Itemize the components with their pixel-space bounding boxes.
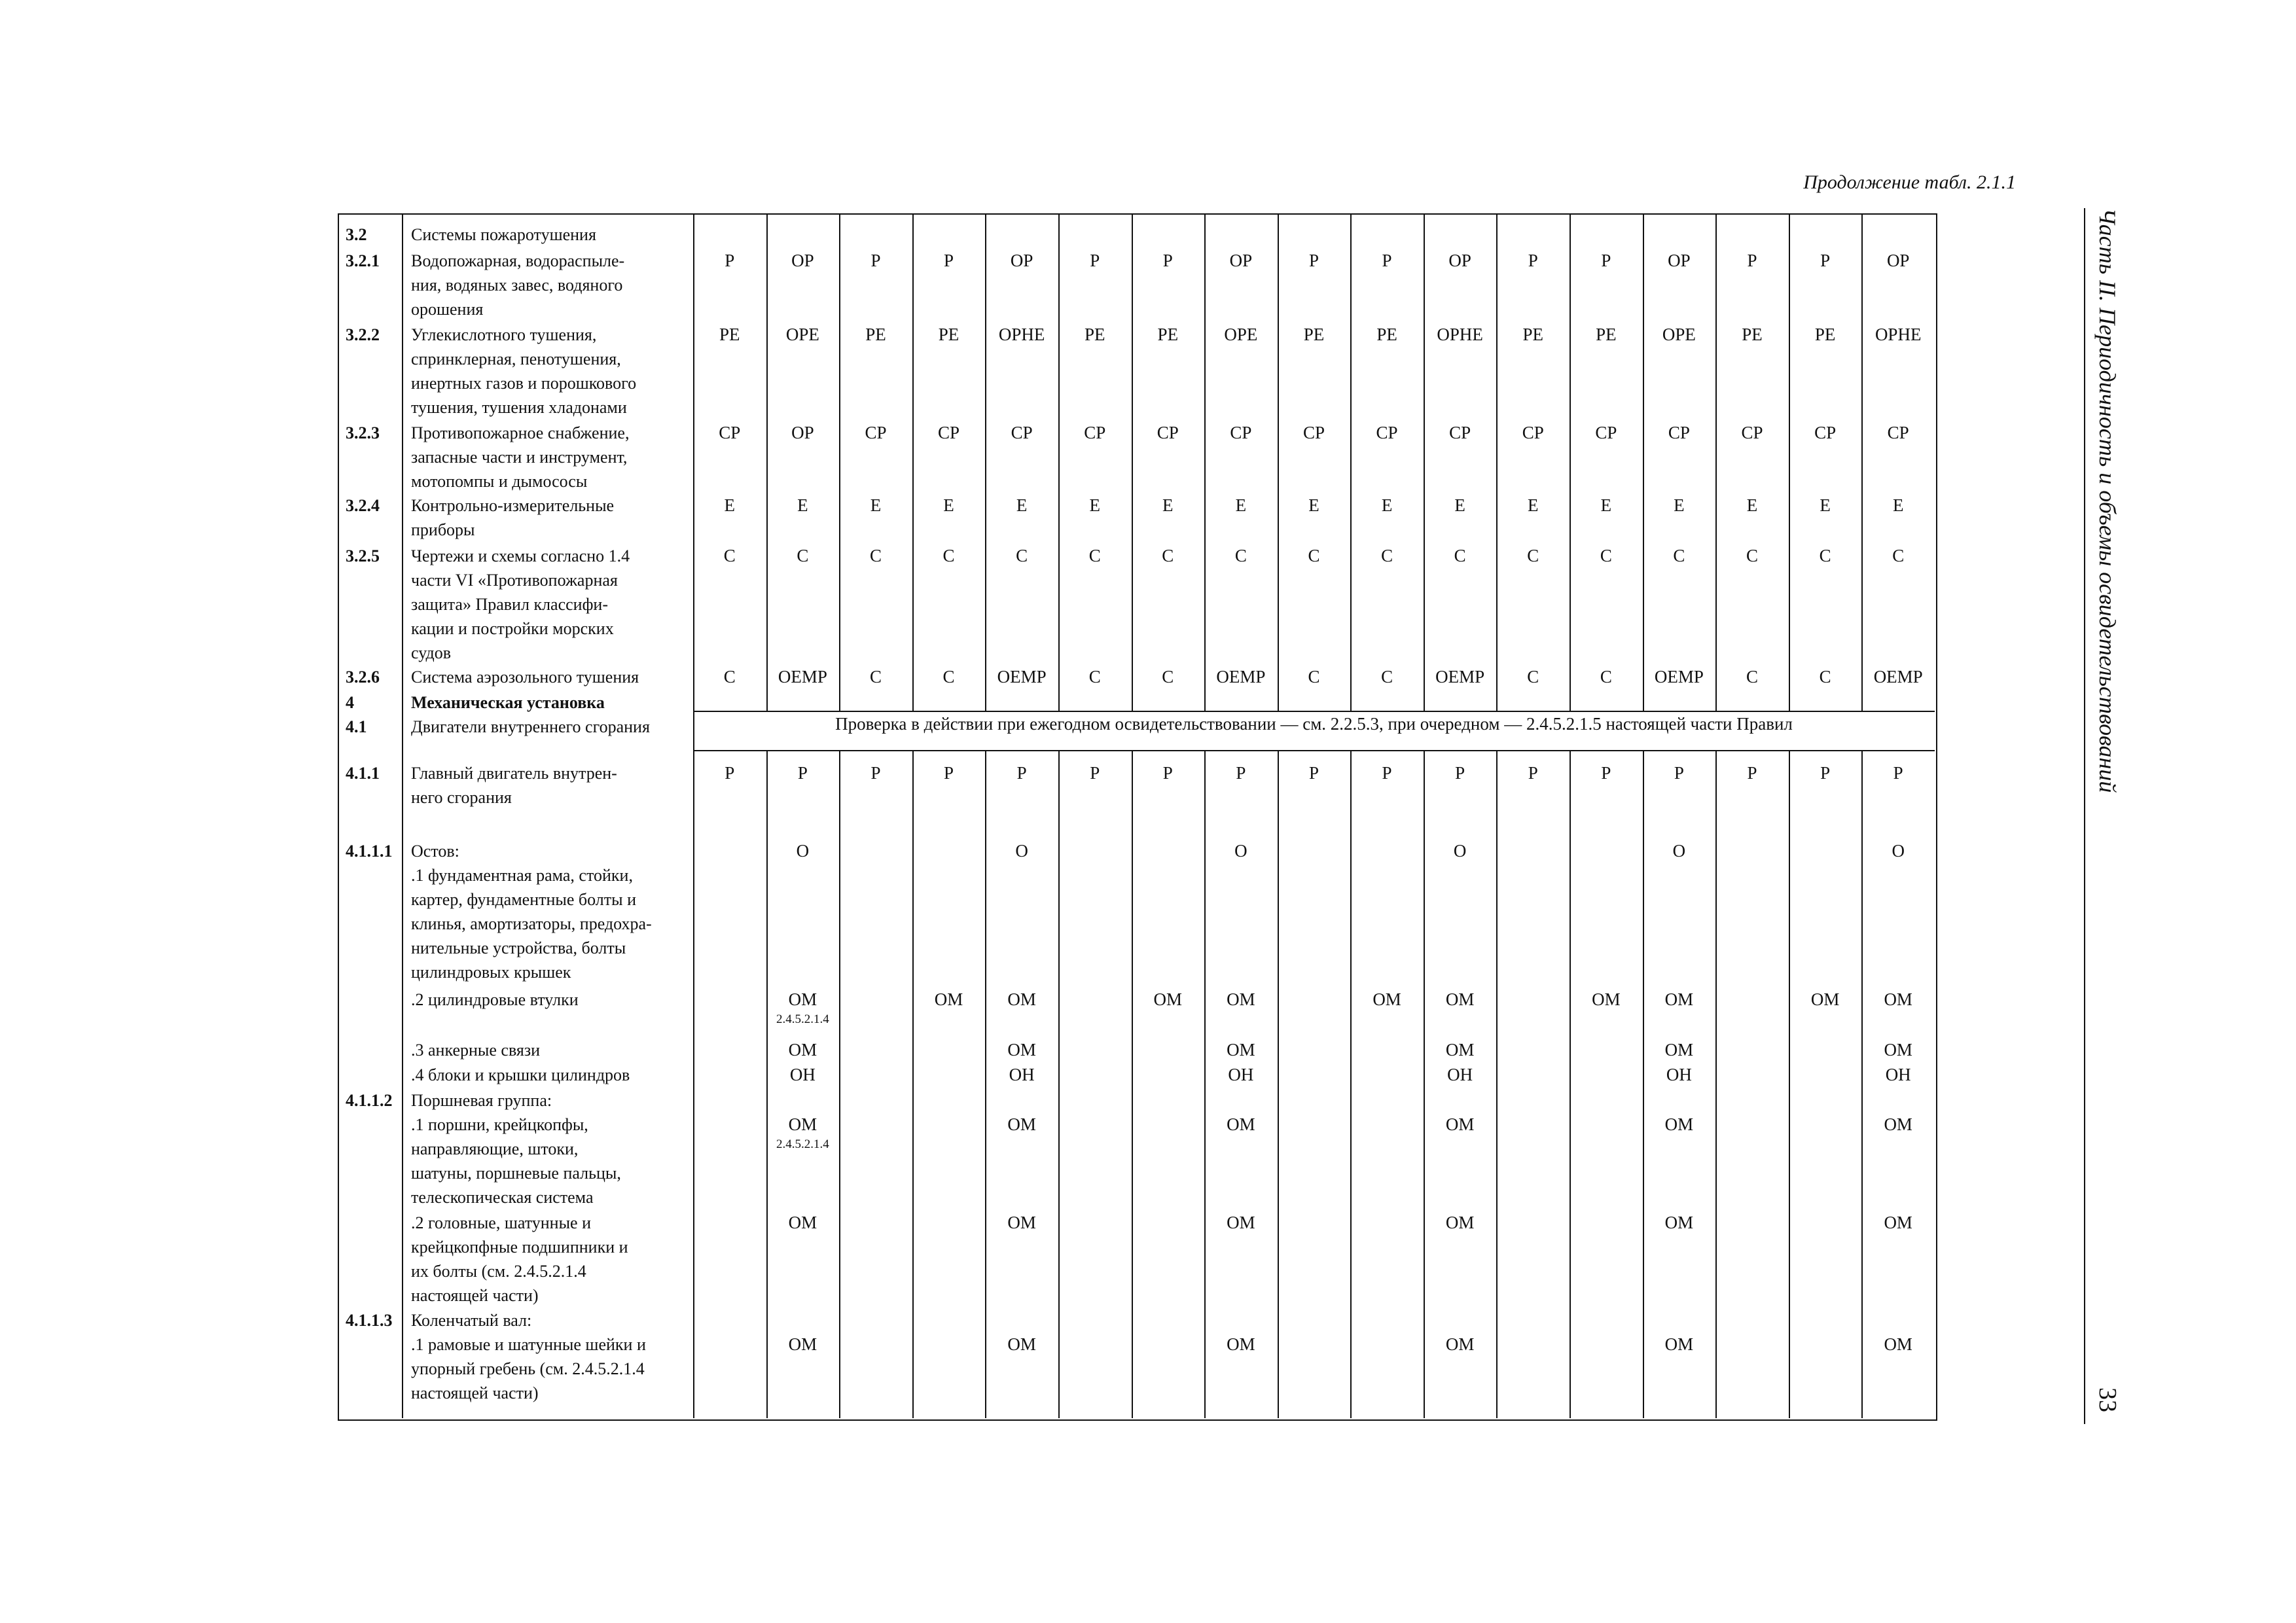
row-description-line: .4 блоки и крышки цилиндров [411,1065,630,1084]
row-number: 3.2.1 [346,251,380,270]
survey-code-cell: С [797,546,809,565]
survey-code-cell: Р [1893,763,1903,783]
row-description-line: .2 цилиндровые втулки [411,990,579,1009]
survey-code-cell: Е [1162,495,1174,515]
survey-code-cell: Е [1600,495,1612,515]
survey-code-cell: РЕ [1376,325,1397,344]
grid-vline [1204,213,1206,711]
survey-code-cell: РЕ [1303,325,1325,344]
survey-code-cell: ОМ [1884,1334,1912,1354]
survey-code-cell: ОМ [1884,1115,1912,1134]
survey-code-cell: Р [1090,763,1100,783]
survey-code-cell: ОМ [1884,990,1912,1009]
survey-code-cell: ОН [1885,1065,1911,1084]
survey-code-cell: С [869,667,882,687]
row-description-line: Коленчатый вал: [411,1311,532,1330]
grid-vline [1278,750,1279,1418]
grid-vline [402,213,403,1418]
survey-code-cell: СР [1522,423,1544,442]
survey-code-cell: ОМ [1007,1115,1036,1134]
survey-code-cell: РЕ [1596,325,1617,344]
survey-code-cell: ОМ [1445,1334,1475,1354]
survey-code-cell: Р [1455,763,1465,783]
survey-code-cell: Е [1892,495,1904,515]
survey-code-cell: СР [1011,423,1033,442]
survey-code-cell: Е [797,495,808,515]
survey-code-cell: С [1016,546,1028,565]
survey-code-cell: ОМ [1227,1213,1255,1232]
survey-code-cell: РЕ [1814,325,1836,344]
survey-code-cell: Р [1016,763,1027,783]
row-description-line: кации и постройки морских [411,619,614,638]
row-description-line: крейцкопфные подшипники и [411,1238,628,1257]
survey-code-cell: ОМ [788,1334,817,1354]
survey-code-cell: Е [1089,495,1100,515]
survey-code-cell: ОМ [1007,990,1036,1009]
row-description-line: защита» Правил классифи- [411,595,609,614]
grid-vline [1058,213,1060,711]
survey-code-cell: Е [724,495,736,515]
row-description-line: .1 рамовые и шатунные шейки и [411,1335,646,1354]
grid-vline [1715,750,1717,1418]
survey-code-cell: ОМ [788,1115,817,1134]
survey-code-cell: СР [719,423,741,442]
survey-code-cell: ОН [1447,1065,1473,1084]
survey-code-cell: СР [1230,423,1252,442]
survey-code-cell: С [1088,546,1101,565]
row-description-line: направляющие, штоки, [411,1139,579,1158]
survey-code-cell: С [1381,667,1393,687]
row-description-line: инертных газов и порошкового [411,374,637,393]
survey-code-cell: ОР [791,423,814,442]
survey-code-cell: ОРНЕ [1874,325,1922,344]
survey-code-cell: Е [1308,495,1319,515]
survey-code-cell: СР [1084,423,1106,442]
row-description-line: Водопожарная, водораспыле- [411,251,625,270]
grid-hline [693,750,1935,751]
survey-code-cell: РЕ [1742,325,1763,344]
row-description-line: .2 головные, шатунные и [411,1213,592,1232]
row-description-line: .1 фундаментная рама, стойки, [411,866,633,885]
survey-code-cell: С [1527,546,1539,565]
row-number: 4 [346,693,354,712]
survey-code-cell: С [942,667,955,687]
survey-code-cell: Р [1528,763,1538,783]
row-description-line: упорный гребень (см. 2.4.5.2.1.4 [411,1359,645,1378]
survey-code-cell: ОРЕ [1224,325,1258,344]
survey-code-cell: Р [1601,251,1611,270]
survey-code-cell: С [1892,546,1905,565]
survey-code-cell: С [1527,667,1539,687]
row-description-line: картер, фундаментные болты и [411,890,637,909]
grid-vline [1132,213,1133,711]
survey-code-cell: Е [1235,495,1247,515]
survey-code-cell: ОР [1010,251,1033,270]
survey-code-cell: ОЕМР [1216,667,1266,687]
survey-code-cell: Е [1016,495,1028,515]
survey-code-cell: РЕ [1157,325,1179,344]
row-description-line: орошения [411,300,484,319]
row-description-line: .1 поршни, крейцкопфы, [411,1115,588,1134]
survey-code-cell: ОМ [1445,1040,1475,1060]
survey-code-cell: ОМ [1884,1040,1912,1060]
survey-code-cell: С [1381,546,1393,565]
grid-vline [1350,750,1352,1418]
survey-code-cell: С [1308,667,1320,687]
row-description-line: Остов: [411,842,459,861]
survey-code-cell: С [1308,546,1320,565]
table-continuation-caption: Продолжение табл. 2.1.1 [1803,171,2016,193]
survey-code-cell: ОМ [1227,1334,1255,1354]
survey-code-cell: О [1892,841,1905,861]
survey-code-cell: ОЕМР [1654,667,1704,687]
grid-vline [693,213,694,1418]
survey-code-cell: Р [1528,251,1538,270]
survey-code-cell: Р [1162,763,1173,783]
survey-code-cell: С [1600,546,1612,565]
survey-code-cell: СР [938,423,960,442]
survey-code-cell: Р [1747,763,1757,783]
survey-code-cell: С [1819,667,1831,687]
survey-code-cell: Е [1528,495,1539,515]
survey-code-cell: Р [797,763,808,783]
survey-code-cell: Е [870,495,882,515]
survey-code-cell: Р [870,763,881,783]
row-description-line: клинья, амортизаторы, предохра- [411,914,652,933]
row-description-line: Главный двигатель внутрен- [411,764,617,783]
survey-code-cell: Р [1162,251,1173,270]
grid-vline [1789,750,1790,1418]
survey-code-cell: Е [1454,495,1465,515]
survey-code-cell: Р [944,251,954,270]
survey-code-cell: О [1672,841,1686,861]
survey-code-cell: Р [944,763,954,783]
row-description-line: настоящей части) [411,1286,539,1305]
survey-code-cell: ОН [1009,1065,1035,1084]
survey-code-cell: ОМ [1227,990,1255,1009]
row-number: 3.2.6 [346,668,380,687]
survey-table [338,213,1937,1421]
survey-code-cell: Р [1236,763,1246,783]
row-description-line: Поршневая группа: [411,1091,552,1110]
survey-code-cell: ОР [1668,251,1691,270]
survey-code-cell: СР [865,423,887,442]
survey-code-cell: О [796,841,810,861]
survey-code-cell: ОМ [1664,1213,1694,1232]
survey-code-cell: О [1015,841,1028,861]
survey-code-cell: С [1454,546,1466,565]
row-description-line: Углекислотного тушения, [411,325,597,344]
survey-code-cell: СР [1449,423,1471,442]
survey-code-cell: Р [1674,763,1684,783]
survey-code-cell: ОМ [788,990,817,1009]
survey-code-cell: С [1088,667,1101,687]
row-number: 3.2 [346,225,367,244]
survey-code-cell: Е [1746,495,1758,515]
survey-code-cell: СР [1302,423,1325,442]
survey-code-cell: ОРЕ [785,325,819,344]
grid-vline [1496,213,1498,711]
row-description-line: части VI «Противопожарная [411,571,618,590]
row-description-line: Противопожарное снабжение, [411,423,630,442]
row-description-line: Механическая установка [411,693,605,712]
row-description-line: мотопомпы и дымососы [411,472,588,491]
survey-code-cell: ОМ [1664,1115,1694,1134]
survey-code-cell: ОН [1228,1065,1254,1084]
survey-code-cell: ОМ [1664,1334,1694,1354]
survey-code-cell: ОМ [1007,1334,1036,1354]
grid-vline [839,750,840,1418]
survey-code-cell: РЕ [865,325,886,344]
row-description-line: него сгорания [411,788,512,807]
grid-vline [912,213,914,711]
survey-code-cell: ОМ [934,990,963,1009]
grid-vline [766,213,768,711]
row-description-line: Контрольно-измерительные [411,496,615,515]
survey-code-cell: Р [1747,251,1757,270]
row-description-line: настоящей части) [411,1383,539,1402]
survey-code-cell: РЕ [1084,325,1105,344]
survey-code-cell: С [1162,667,1174,687]
survey-code-cell: СР [1595,423,1617,442]
span-row-text: Проверка в действии при ежегодном освидетельствовании — см. 2.2.5.3, при очередном — 2.4.5.2.1.5 настоящей части Правил [835,714,1793,734]
row-description-line: приборы [411,520,475,539]
survey-code-cell: ОН [1666,1065,1692,1084]
survey-code-cell: ОМ [1153,990,1183,1009]
row-description-line: .3 анкерные связи [411,1041,541,1060]
survey-code-cell: С [723,667,736,687]
survey-code-cell: О [1453,841,1467,861]
row-description-line: их болты (см. 2.4.5.2.1.4 [411,1262,586,1281]
row-number: 3.2.3 [346,423,380,442]
row-description-line: Двигатели внутреннего сгорания [411,717,650,736]
survey-code-cell: С [1819,546,1831,565]
row-description-line: телескопическая система [411,1188,594,1207]
survey-code-cell: ОР [1229,251,1253,270]
survey-code-cell: Е [1381,495,1393,515]
survey-code-cell: ОМ [1884,1213,1912,1232]
survey-code-cell: ОЕМР [778,667,827,687]
row-number: 4.1.1.2 [346,1091,393,1110]
survey-code-cell: СР [1814,423,1837,442]
survey-code-cell: Р [1308,251,1319,270]
survey-code-cell: С [1234,546,1247,565]
survey-code-cell: Р [1820,251,1831,270]
row-description-line: запасные части и инструмент, [411,448,628,467]
survey-code-cell: С [1162,546,1174,565]
grid-vline [1278,213,1279,711]
survey-code-cell: Р [1308,763,1319,783]
survey-code-cell: Р [870,251,881,270]
grid-vline [1715,213,1717,711]
survey-code-cell: ОМ [1227,1115,1255,1134]
survey-code-cell: ОМ [1810,990,1840,1009]
rule-reference: 2.4.5.2.1.4 [776,1012,829,1026]
survey-code-cell: С [942,546,955,565]
survey-code-cell: ОМ [1227,1040,1255,1060]
row-description-line: Система аэрозольного тушения [411,668,639,687]
survey-code-cell: Р [725,763,735,783]
side-part-title: Часть II. Периодичность и объемы освидетельствований [2094,208,2121,793]
survey-code-cell: О [1234,841,1247,861]
survey-code-cell: ОМ [1445,1213,1475,1232]
survey-code-cell: ОРНЕ [998,325,1045,344]
row-description-line: шатуны, поршневые пальцы, [411,1164,621,1183]
grid-vline [1132,750,1133,1418]
survey-code-cell: СР [1741,423,1763,442]
row-number: 4.1 [346,717,367,736]
grid-vline [985,213,986,711]
grid-vline [1424,213,1425,711]
survey-code-cell: С [723,546,736,565]
survey-code-cell: Р [1382,251,1392,270]
grid-vline [839,213,840,711]
row-description-line: цилиндровых крышек [411,963,571,982]
survey-code-cell: С [869,546,882,565]
row-description-line: Системы пожаротушения [411,225,596,244]
survey-code-cell: ОМ [1445,1115,1475,1134]
grid-vline [1350,213,1352,711]
survey-code-cell: РЕ [938,325,960,344]
survey-code-cell: Р [1382,763,1392,783]
survey-code-cell: Е [943,495,954,515]
survey-code-cell: Р [1601,763,1611,783]
row-description-line: Чертежи и схемы согласно 1.4 [411,546,630,565]
survey-code-cell: ОР [1448,251,1471,270]
survey-code-cell: ОРЕ [1662,325,1696,344]
survey-code-cell: ОМ [1664,990,1694,1009]
grid-vline [1570,213,1571,711]
survey-code-cell: ОМ [788,1213,817,1232]
rule-reference: 2.4.5.2.1.4 [776,1137,829,1151]
survey-code-cell: ОМ [1007,1040,1036,1060]
survey-code-cell: ОН [789,1065,816,1084]
survey-code-cell: ОР [791,251,814,270]
grid-vline [1496,750,1498,1418]
row-number: 3.2.4 [346,496,380,515]
survey-code-cell: ОР [1886,251,1910,270]
survey-code-cell: С [1600,667,1612,687]
row-number: 3.2.2 [346,325,380,344]
survey-code-cell: Р [1090,251,1100,270]
row-description-line: судов [411,643,452,662]
survey-code-cell: Р [1820,763,1831,783]
row-number: 3.2.5 [346,546,380,565]
survey-code-cell: СР [1887,423,1909,442]
survey-code-cell: ОРНЕ [1437,325,1483,344]
page-number: 33 [2094,1387,2121,1412]
survey-code-cell: ОМ [1372,990,1401,1009]
row-number: 4.1.1 [346,764,380,783]
survey-code-cell: ОЕМР [1873,667,1923,687]
grid-vline [1789,213,1790,711]
grid-vline [912,750,914,1418]
survey-code-cell: Е [1820,495,1831,515]
survey-code-cell: ОМ [1445,990,1475,1009]
grid-vline [1058,750,1060,1418]
survey-code-cell: СР [1668,423,1690,442]
survey-code-cell: ОЕМР [997,667,1047,687]
survey-code-cell: ОМ [1592,990,1621,1009]
row-number: 4.1.1.3 [346,1311,393,1330]
grid-vline [1861,213,1863,711]
survey-code-cell: С [1746,546,1759,565]
survey-code-cell: РЕ [1522,325,1544,344]
sidebar-rule [2084,208,2085,1424]
row-description-line: тушения, тушения хладонами [411,398,627,417]
survey-code-cell: ОМ [788,1040,817,1060]
survey-code-cell: С [1746,667,1759,687]
survey-code-cell: РЕ [719,325,740,344]
survey-code-cell: Е [1674,495,1685,515]
row-description-line: нительные устройства, болты [411,938,626,957]
survey-code-cell: ОЕМР [1435,667,1485,687]
row-description-line: ния, водяных завес, водяного [411,276,623,294]
survey-code-cell: ОМ [1664,1040,1694,1060]
survey-code-cell: С [1673,546,1685,565]
grid-vline [1643,213,1644,711]
survey-code-cell: СР [1157,423,1179,442]
survey-code-cell: ОМ [1007,1213,1036,1232]
row-description-line: спринклерная, пенотушения, [411,349,621,368]
survey-code-cell: СР [1376,423,1398,442]
survey-code-cell: Р [725,251,735,270]
row-number: 4.1.1.1 [346,842,393,861]
grid-vline [1570,750,1571,1418]
